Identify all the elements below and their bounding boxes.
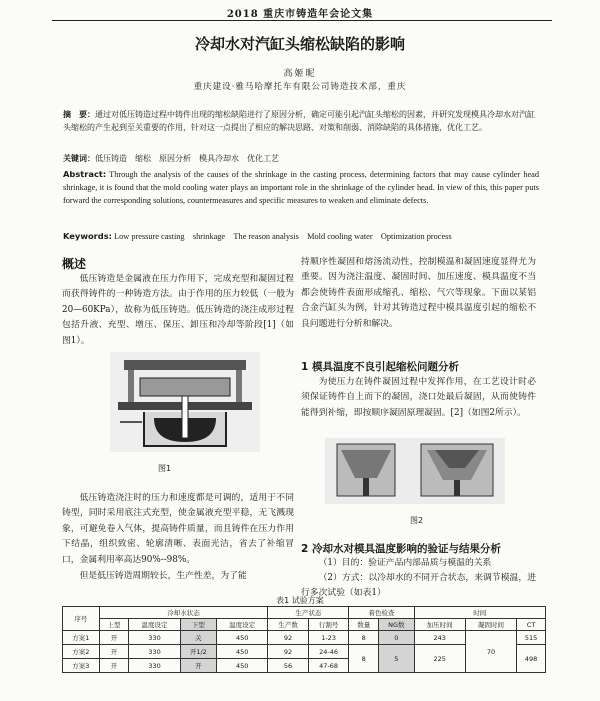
table-caption: 表1 试验方案 xyxy=(276,596,324,605)
th-upper-temp: 温度设定 xyxy=(129,619,180,631)
table-cell-merged-ct: 498 xyxy=(517,645,546,673)
th-lower-temp: 温度设定 xyxy=(217,619,268,631)
figure-1-caption: 图1 xyxy=(158,464,172,473)
section-heading-overview: 概述 xyxy=(62,257,87,271)
table-cell: 1-23 xyxy=(308,631,349,645)
table-cell-merged-solidify: 70 xyxy=(465,631,516,673)
keywords-en xyxy=(63,230,539,243)
overview-paragraph-3: 但是低压铸造周期较长，生产性差，为了能 xyxy=(79,571,247,581)
mold xyxy=(140,378,230,396)
table-group-header-row xyxy=(63,607,546,619)
left-column-post xyxy=(128,370,134,404)
table-cell: 330 xyxy=(129,659,180,673)
gate-right xyxy=(454,480,460,496)
th-cut-number: 行割号 xyxy=(308,619,349,631)
section-heading-2: 2 冷却水对模具温度影响的验证与结果分析 xyxy=(301,543,501,555)
table-cell: 47-68 xyxy=(308,659,349,673)
gate-left xyxy=(363,478,369,496)
keywords-en-label: Keywords: xyxy=(63,231,112,241)
right-paragraph-1: 持顺序性凝固和熔汤流动性，控制模温和凝固速度显得尤为重要。因为浇注温度、凝固时间、加压速度、模具温度不当都会使铸件表面形成缩孔、缩松、气穴等现象。下面以某铝合金汽缸头为例，针对其铸造过程中模具温度引起的缩松不良问题进行分析和解决。 xyxy=(301,257,536,329)
figure-2-solidification-diagram xyxy=(325,438,505,504)
keywords-cn-label: 关键词： xyxy=(63,154,95,163)
table-cell: 方案1 xyxy=(63,631,100,645)
th-production: 生产状态 xyxy=(268,607,349,619)
th-quantity: 数量 xyxy=(349,619,379,631)
table-cell: 开 xyxy=(180,659,216,673)
right-column-post xyxy=(236,370,242,404)
riser-tube xyxy=(182,396,188,438)
affiliation: 重庆建设·雅马哈摩托车有限公司铸造技术部，重庆 xyxy=(193,82,407,92)
th-time: 时间 xyxy=(414,607,545,619)
figure-1-low-pressure-machine xyxy=(110,352,260,452)
table-cell: 方案3 xyxy=(63,659,100,673)
table-cell: 8 xyxy=(349,631,379,645)
paper-title: 冷却水对汽缸头缩松缺陷的影响 xyxy=(194,35,405,53)
abstract-cn xyxy=(63,108,539,134)
table-cell: 92 xyxy=(268,631,309,645)
keywords-cn xyxy=(63,152,539,165)
table-cell: 开 xyxy=(99,645,129,659)
section-2-item-2: （2）方式：以冷却水的不同开合状态，来调节模温，进行多次试验（如表1） xyxy=(301,573,536,599)
section-1-paragraph: 为使压力在铸件凝固过程中发挥作用，在工艺设计时必须保证铸件自上而下的凝固，浇口处最后凝固，从而使铸件能得到补缩，即按顺序凝固原理凝固。[2]（如图2所示）。 xyxy=(301,377,536,418)
abstract-cn-label: 摘 要： xyxy=(63,110,95,119)
author: 高姬昵 xyxy=(283,69,317,79)
abstract-en-text: Through the analysis of the causes of the shrinkage in the casting process, determining factors that may cause cylinder head shrinkage, it is found that the mold cooling water plays an important role in the shrinkage of the cylinder head. In view of this, this paper puts forward the corresponding solutions, countermeasures and specific measures to weaken and eliminate defects. xyxy=(63,170,539,205)
th-upper-mold: 上型 xyxy=(99,619,129,631)
th-lower-mold: 下型 xyxy=(180,619,216,631)
table-cell: 开 xyxy=(99,659,129,673)
upper-platen xyxy=(124,360,246,370)
table-cell: 330 xyxy=(129,645,180,659)
th-dye-check: 着色检查 xyxy=(349,607,414,619)
table-row xyxy=(63,631,546,645)
figure-2-caption: 图2 xyxy=(410,516,424,525)
table-cell: 330 xyxy=(129,631,180,645)
table-cell: 92 xyxy=(268,645,309,659)
table-cell-merged-press: 225 xyxy=(414,645,465,673)
table-cell: 方案2 xyxy=(63,645,100,659)
th-solidify-time: 凝固时间 xyxy=(465,619,516,631)
table-cell: 开 xyxy=(99,631,129,645)
section-2-item-1: （1）目的：验证产品内部品质与模温的关系 xyxy=(318,558,492,568)
running-header: 2018 重庆市铸造年会论文集 xyxy=(226,9,374,20)
table-cell: 0 xyxy=(379,631,414,645)
table-cell: 515 xyxy=(517,631,546,645)
table-cell: 450 xyxy=(217,659,268,673)
abstract-en-label: Abstract: xyxy=(63,169,107,179)
table-cell: 450 xyxy=(217,645,268,659)
table-cell: 56 xyxy=(268,659,309,673)
th-cooling-water: 冷却水状态 xyxy=(99,607,268,619)
table-cell-merged-qty: 8 xyxy=(349,645,379,673)
table-cell: 450 xyxy=(217,631,268,645)
overview-paragraph-1: 低压铸造是金属液在压力作用下，完成充型和凝固过程而获得铸件的一种铸造方法。由于作用的压力较低（一般为20—60KPa），故称为低压铸造。低压铸造的浇注成形过程包括升液、充型、增压、保压、卸压和冷却等阶段[1]（如图1）。 xyxy=(62,274,294,346)
th-pressurize-time: 加压时间 xyxy=(414,619,465,631)
overview-paragraph-2: 低压铸造浇注时的压力和速度都是可调的，适用于不同铸型，同时采用底注式充型，使金属液充型平稳，无飞溅现象，可避免卷入气体，提高铸件质量，而且铸件在压力作用下结晶，组织致密、轮廓清晰、表面光洁，省去了补缩冒口，金属利用率高达90%--98%。 xyxy=(62,493,294,565)
abstract-cn-text: 通过对低压铸造过程中铸件出现的缩松缺陷进行了原因分析，确定可能引起汽缸头缩松的因素，并研究发现模具冷却水对汽缸头缩松的产生起到至关重要的作用，针对这一点提出了相应的解决思路、对策和削弱、消除缺陷的具体措施，优化工艺。 xyxy=(63,110,535,132)
abstract-en xyxy=(63,168,539,207)
th-ng-count: NG数 xyxy=(379,619,414,631)
table-cell: 24-46 xyxy=(308,645,349,659)
table-sub-header-row xyxy=(63,619,546,631)
table-cell: 开1/2 xyxy=(180,645,216,659)
experiment-table xyxy=(62,606,546,673)
th-cycle-time: CT xyxy=(517,619,546,631)
table-cell: 243 xyxy=(414,631,465,645)
keywords-cn-text: 低压铸造 缩松 原因分析 模具冷却水 优化工艺 xyxy=(95,154,279,163)
th-production-count: 生产数 xyxy=(268,619,309,631)
header-rule xyxy=(52,20,552,21)
th-index: 序号 xyxy=(63,607,100,631)
keywords-en-text: Low pressure casting shrinkage The reason analysis Mold cooling water Optimization process xyxy=(114,232,452,241)
section-heading-1: 1 模具温度不良引起缩松问题分析 xyxy=(301,361,459,373)
table-cell: 关 xyxy=(180,631,216,645)
table-cell-merged-ng: 5 xyxy=(379,645,414,673)
